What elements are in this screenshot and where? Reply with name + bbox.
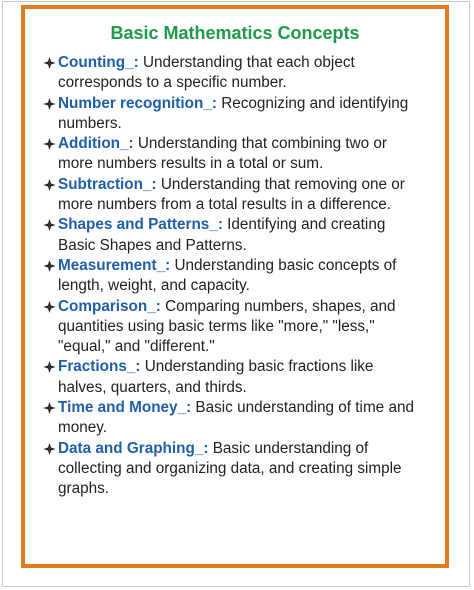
list-item: [42, 94, 422, 135]
concept-term: Shapes and Patterns_:: [58, 216, 223, 234]
diamond-bullet-icon: [42, 175, 57, 195]
diamond-bullet-icon: [42, 134, 57, 154]
list-item: [42, 297, 422, 358]
concept-description: Understanding that combining two or more numbers results in a total or sum.: [58, 135, 388, 173]
concept-term: Subtraction_:: [58, 175, 157, 193]
diamond-bullet-icon: [42, 94, 57, 114]
concept-description: Understanding that removing one or more numbers from a total results in a difference.: [58, 175, 405, 214]
list-item: [42, 53, 422, 94]
concept-term: Fractions_:: [58, 358, 141, 376]
concept-description: Comparing numbers, shapes, and quantities using basic terms like "more," "less," "equal," and "different.": [58, 297, 396, 356]
concept-term: Time and Money_:: [58, 399, 192, 417]
list-item: [42, 439, 422, 500]
diamond-bullet-icon: [42, 398, 57, 418]
concept-description: Identifying and creating Basic Shapes and Patterns.: [58, 216, 386, 254]
diamond-bullet-icon: [42, 215, 57, 235]
concept-term: Measurement_:: [58, 256, 171, 274]
list-item: [42, 175, 422, 216]
diamond-bullet-icon: [42, 53, 57, 73]
concept-term: Data and Graphing_:: [58, 439, 209, 457]
diamond-bullet-icon: [42, 256, 57, 276]
concept-description: Understanding basic concepts of length, weight, and capacity.: [58, 256, 397, 295]
concept-description: Understanding basic fractions like halves, quarters, and thirds.: [58, 358, 374, 396]
list-item: [42, 357, 422, 398]
concept-list: [42, 53, 422, 500]
document-frame: [21, 5, 449, 568]
concept-description: Recognizing and identifying numbers.: [58, 94, 409, 132]
concept-description: Basic understanding of time and money.: [58, 399, 414, 437]
list-item: [42, 256, 422, 297]
list-item: [42, 398, 422, 439]
diamond-bullet-icon: [42, 357, 57, 377]
list-item: [42, 215, 422, 256]
concept-term: Counting_:: [58, 54, 139, 71]
concept-description: Understanding that each object corresponds to a specific number.: [58, 54, 355, 92]
page-title: Basic Mathematics Concepts: [110, 23, 360, 43]
concept-term: Number recognition_:: [58, 94, 217, 112]
concept-description: Basic understanding of collecting and organizing data, and creating simple graphs.: [58, 439, 402, 498]
diamond-bullet-icon: [42, 439, 57, 459]
concept-term: Addition_:: [58, 135, 134, 153]
list-item: [42, 134, 422, 175]
diamond-bullet-icon: [42, 297, 57, 317]
concept-term: Comparison_:: [58, 297, 161, 315]
